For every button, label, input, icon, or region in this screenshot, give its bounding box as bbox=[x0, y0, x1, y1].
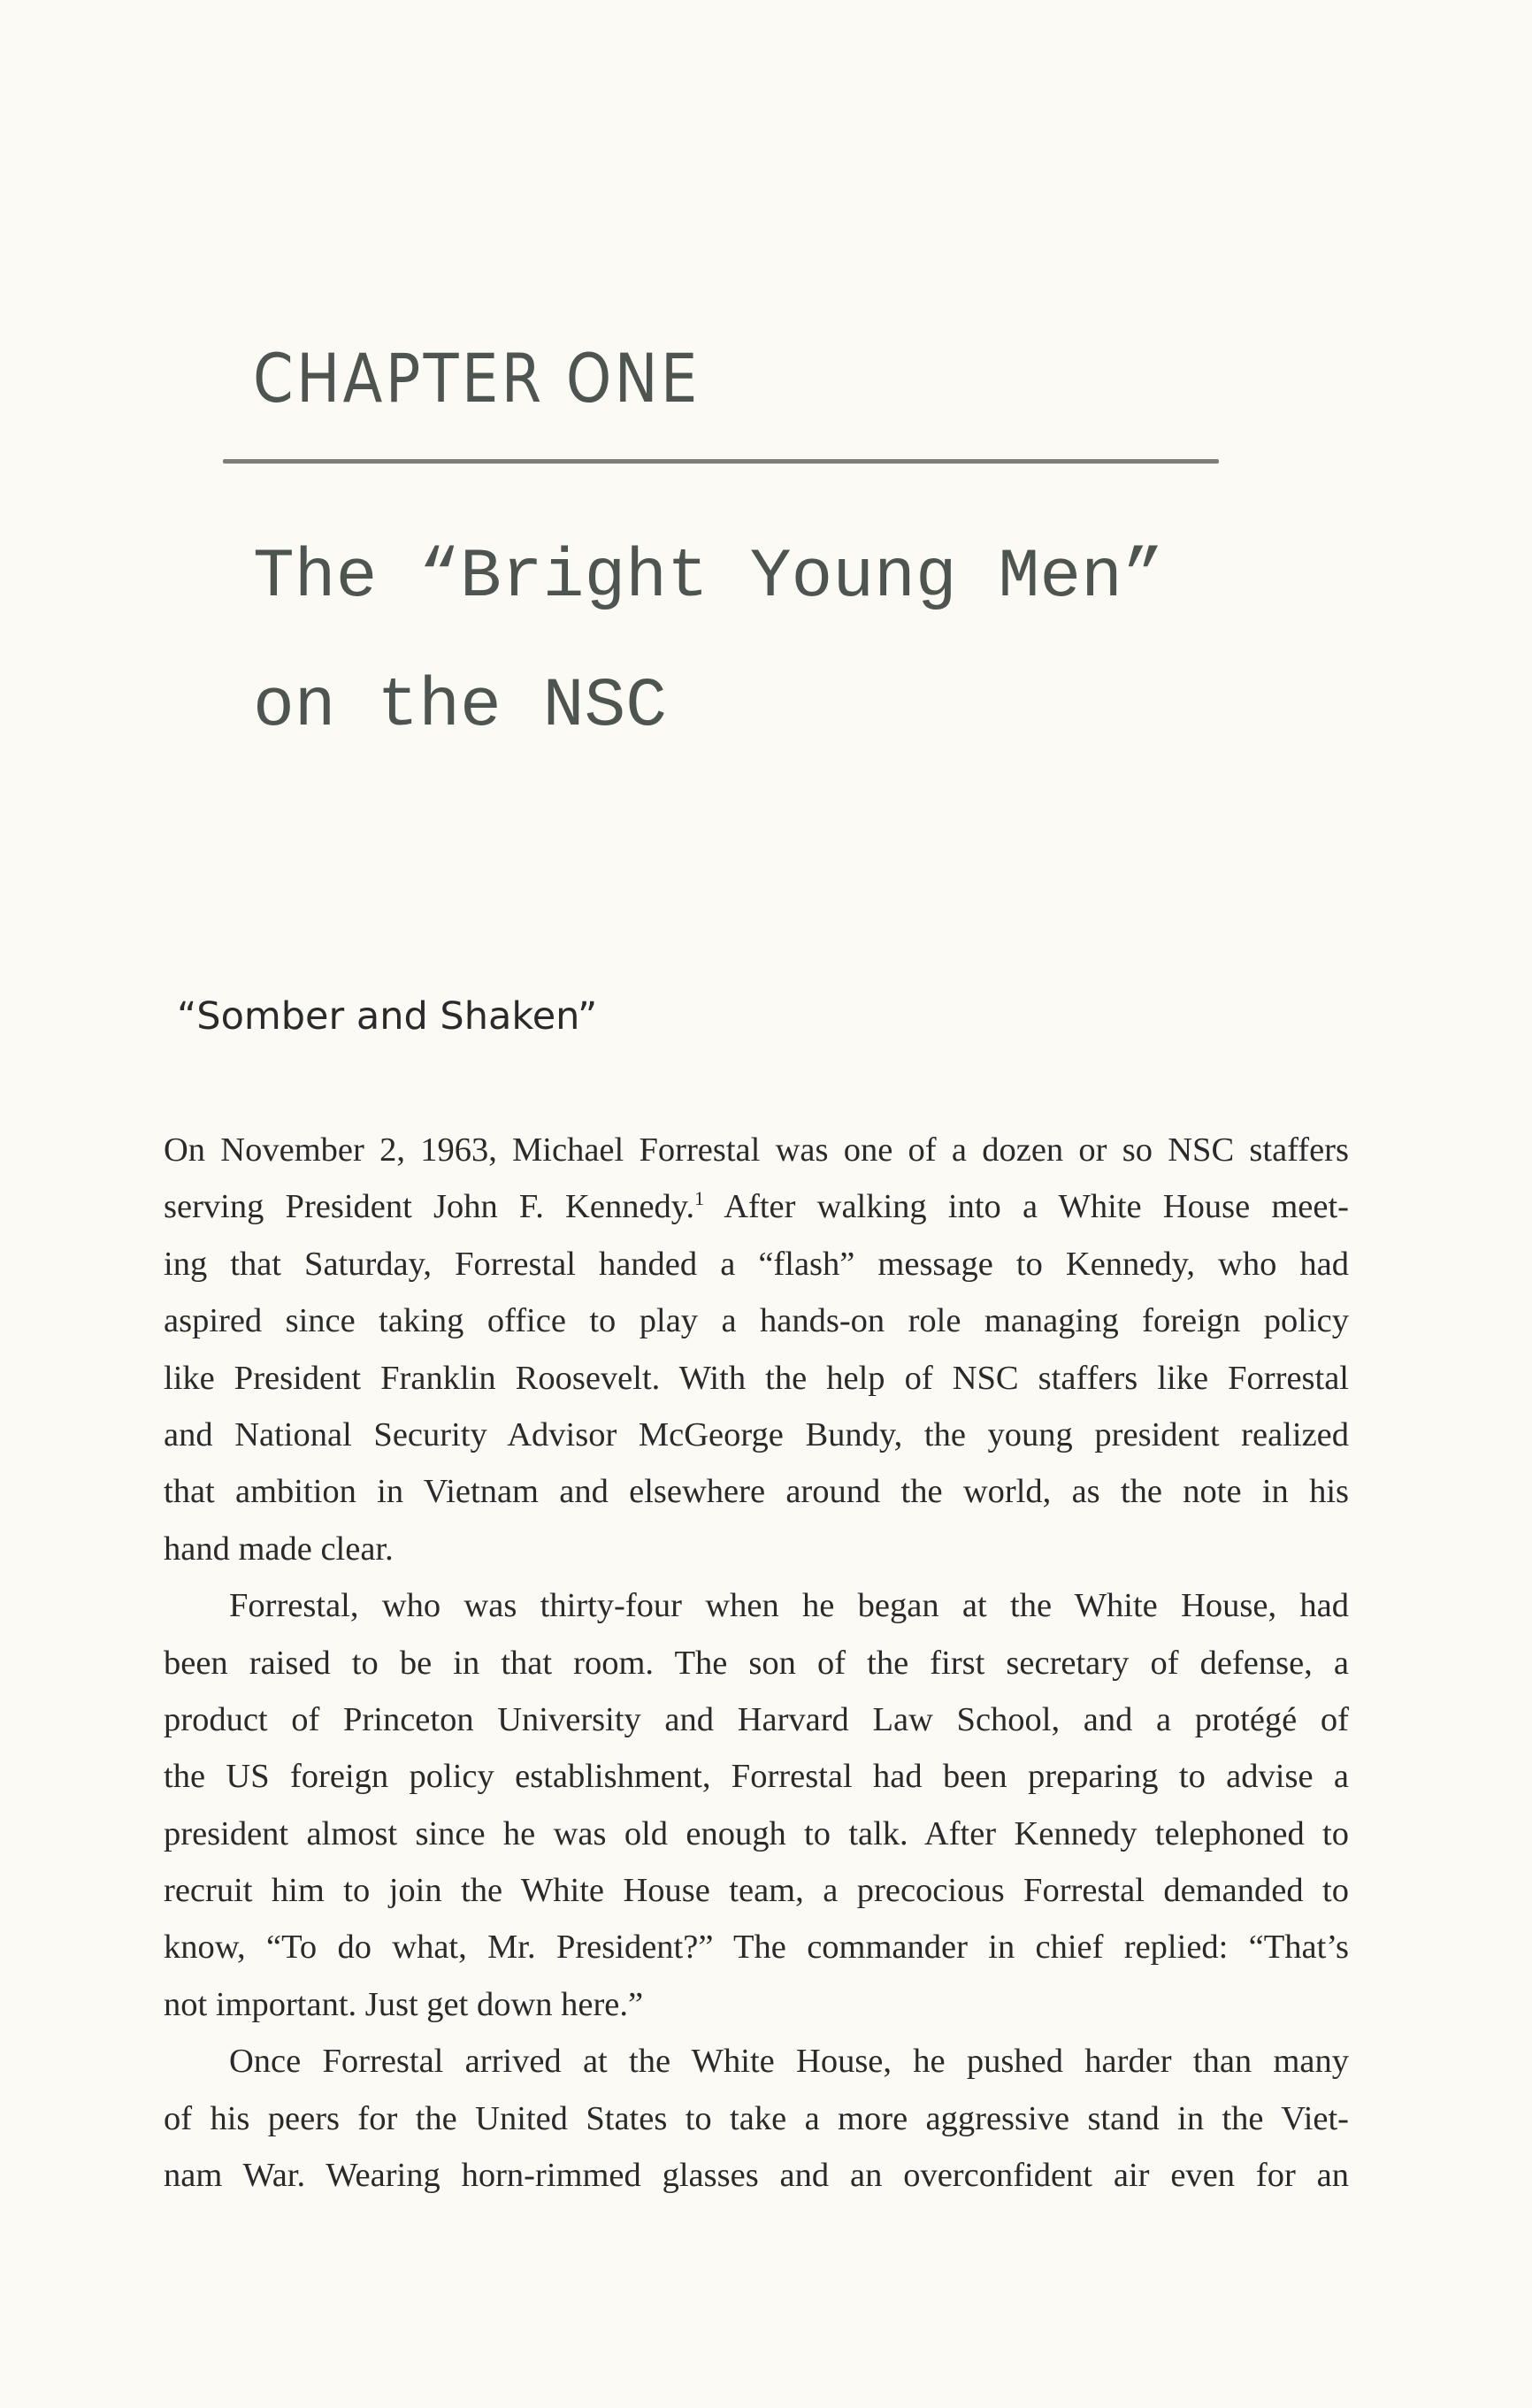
text-line: Forrestal, who was thirty-four when he began at the White House, had bbox=[229, 1587, 1349, 1625]
text-line: aspired since taking office to play a hands-on role managing foreign policy bbox=[164, 1302, 1349, 1340]
text-line-tail: After walking into a White House meet- bbox=[704, 1188, 1349, 1226]
text-line bbox=[164, 1178, 1349, 1235]
footnote-marker[interactable]: 1 bbox=[694, 1187, 705, 1210]
chapter-divider-rule bbox=[223, 459, 1219, 464]
section-heading: “Somber and Shaken” bbox=[177, 994, 598, 1039]
text-line: nam War. Wearing horn-rimmed glasses and an overconfident air even for an bbox=[164, 2157, 1349, 2195]
paragraph-2 bbox=[164, 1577, 1349, 2033]
chapter-title-line-2: on the NSC bbox=[253, 668, 668, 746]
text-line: been raised to be in that room. The son of the first secretary of defense, a bbox=[164, 1644, 1349, 1682]
text-line: like President Franklin Roosevelt. With the help of NSC staffers like Forrestal bbox=[164, 1359, 1349, 1397]
text-line-head: serving President John F. Kennedy. bbox=[164, 1188, 695, 1226]
chapter-label: CHAPTER ONE bbox=[253, 339, 701, 418]
text-line: product of Princeton University and Harvard Law School, and a protégé of bbox=[164, 1700, 1349, 1738]
body-text bbox=[164, 1122, 1349, 2204]
text-line: On November 2, 1963, Michael Forrestal was one of a dozen or so NSC staffers bbox=[164, 1131, 1349, 1169]
text-line: the US foreign policy establishment, Forrestal had been preparing to advise a bbox=[164, 1758, 1349, 1796]
paragraph-1 bbox=[164, 1122, 1349, 1577]
chapter-title bbox=[253, 513, 1403, 771]
text-line: of his peers for the United States to take a more aggressive stand in the Viet- bbox=[164, 2099, 1349, 2137]
text-line: and National Security Advisor McGeorge Bundy, the young president realized bbox=[164, 1415, 1349, 1453]
text-line: president almost since he was old enough to talk. After Kennedy telephoned to bbox=[164, 1814, 1349, 1852]
chapter-title-line-1: The “Bright Young Men” bbox=[253, 539, 1164, 617]
text-line: ing that Saturday, Forrestal handed a “flash” message to Kennedy, who had bbox=[164, 1245, 1349, 1283]
paragraph-3 bbox=[164, 2033, 1349, 2204]
text-line: hand made clear. bbox=[164, 1530, 394, 1568]
text-line: that ambition in Vietnam and elsewhere around the world, as the note in his bbox=[164, 1473, 1349, 1511]
text-line: know, “To do what, Mr. President?” The commander in chief replied: “That’s bbox=[164, 1929, 1349, 1967]
text-line: not important. Just get down here.” bbox=[164, 1985, 644, 2023]
text-line: recruit him to join the White House team, a precocious Forrestal demanded to bbox=[164, 1872, 1349, 1910]
text-line: Once Forrestal arrived at the White House, he pushed harder than many bbox=[229, 2043, 1349, 2081]
